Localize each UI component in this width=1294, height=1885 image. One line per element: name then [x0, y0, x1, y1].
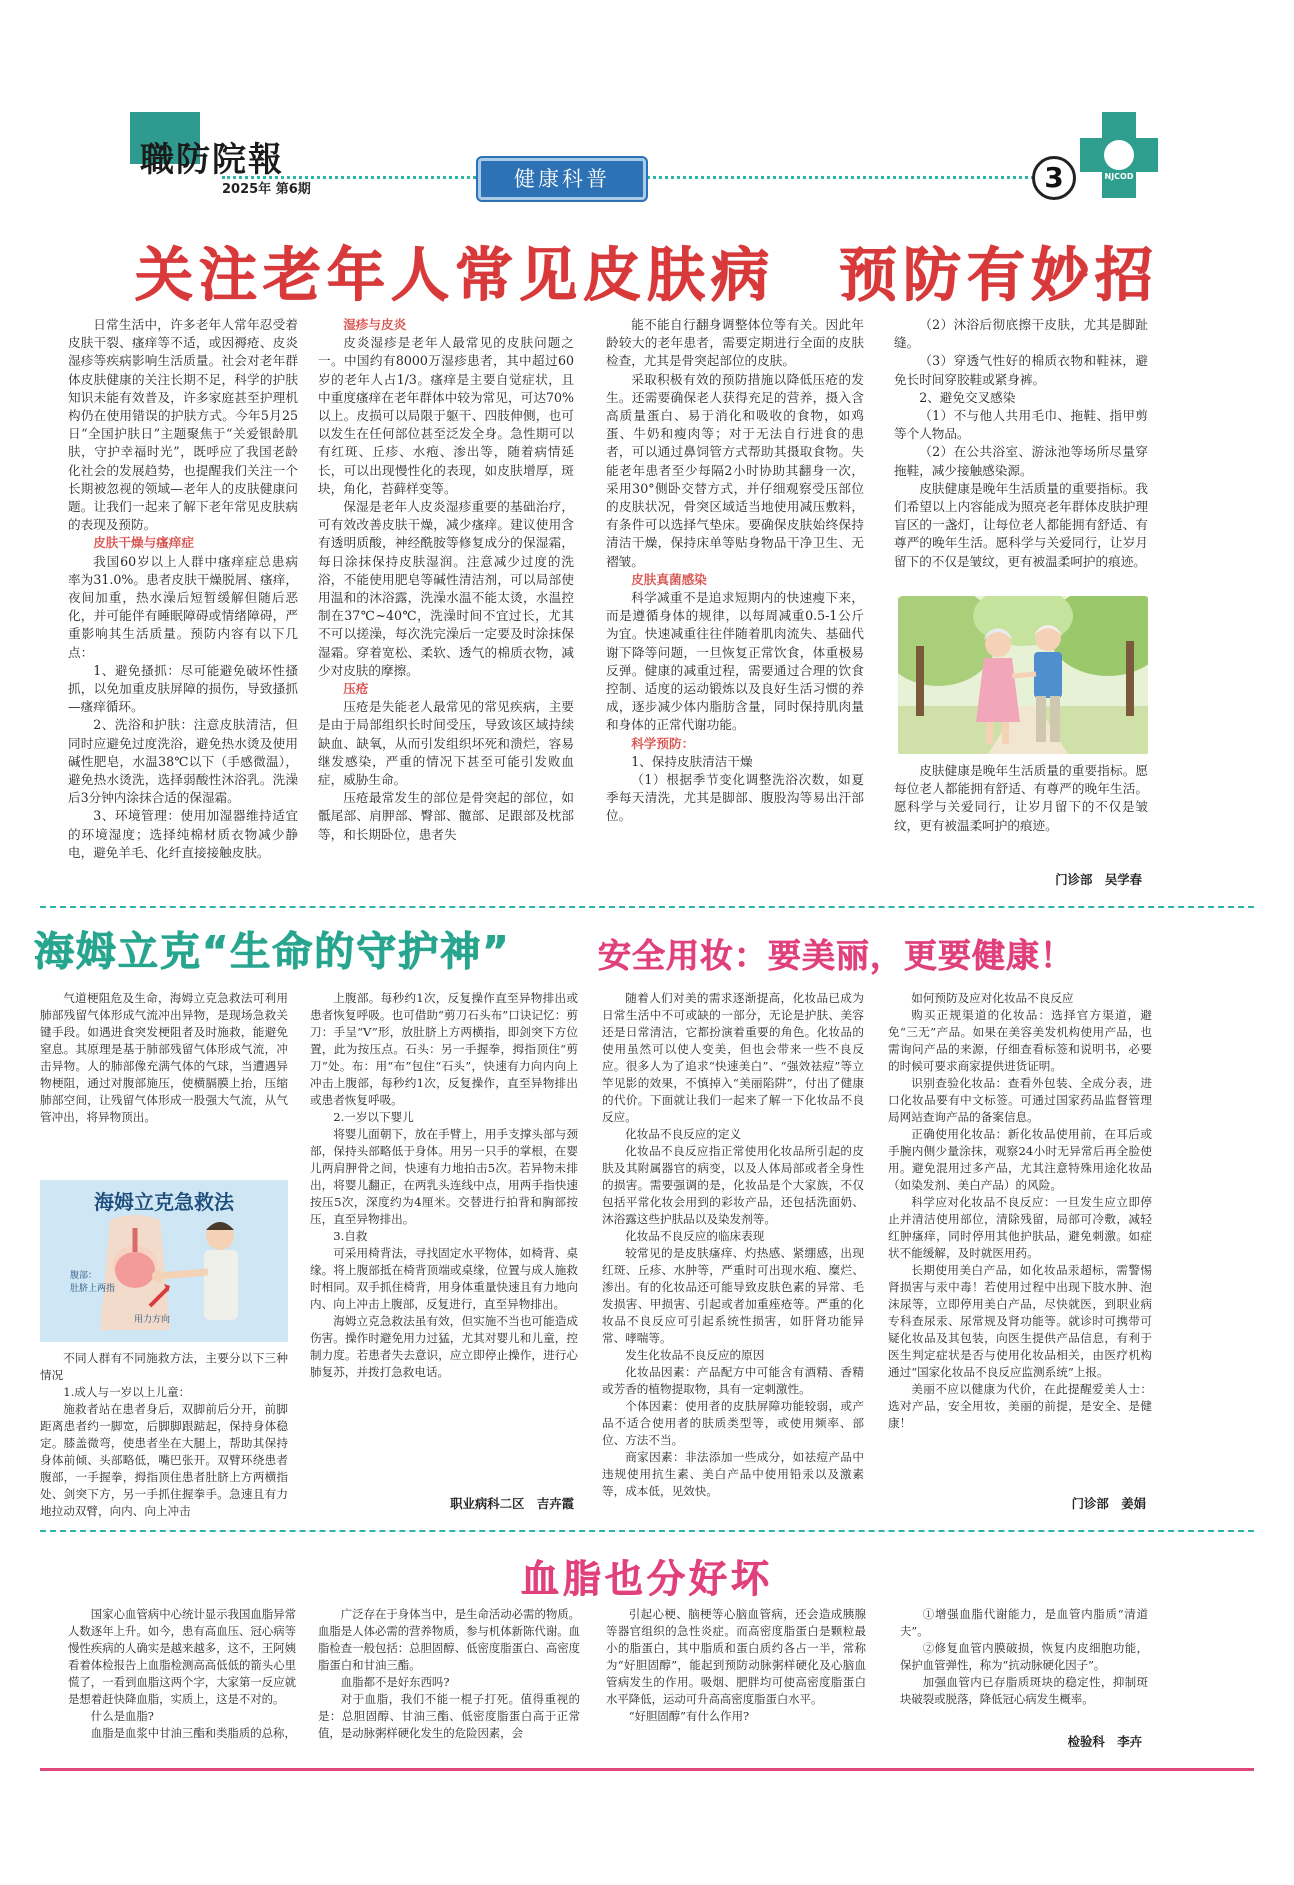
- article4-col4: [900, 1606, 1148, 1710]
- paragraph: 科学减重不是追求短期内的快速瘦下来，而是遵循身体的规律，以每周减重0.5-1公斤为宜。快速减重往往伴随着肌肉流失、基础代谢下降等问题，一旦恢复正常饮食，体重极易反弹。健康的减重过程，需要通过合理的饮食控制、适度的运动锻炼以及良好生活习惯的养成，逐步减少体内脂肪含量，同时保持肌肉量和身体的正常代谢功能。: [606, 590, 864, 733]
- article4-col1: [68, 1606, 296, 1750]
- paragraph: 能不能自行翻身调整体位等有关。因此年龄较大的老年患者，需要定期进行全面的皮肤检查，尤其是骨突起部位的皮肤。: [606, 317, 864, 369]
- paragraph: 化妆品不良反应的临床表现: [625, 1229, 765, 1243]
- subheading: 皮肤干燥与瘙痒症: [93, 535, 194, 551]
- paragraph: 什么是血脂?: [90, 1709, 154, 1723]
- paragraph: 皮肤健康是晚年生活质量的重要指标。我们希望以上内容能成为照亮老年群体皮肤护理盲区的一盏灯，让每位老人都能拥有舒适、有尊严的晚年生活。愿科学与关爱同行，让岁月留下的不仅是皱纹，更有被温柔呵护的痕迹。: [894, 480, 1148, 569]
- paragraph: 国家心血管病中心统计显示我国血脂异常人数逐年上升。如今，患有高血压、冠心病等慢性疾病的人确实是越来越多，这不，王阿姨看着体检报告上血脂检测高高低低的箭头心里慌了，一看到血脂这两个字，大家第一反应就是想着赶快降血脂，实质上，这是不对的。: [68, 1607, 296, 1706]
- paragraph: 皮肤健康是晚年生活质量的重要指标。愿每位老人都能拥有舒适、有尊严的晚年生活。愿科学与关爱同行，让岁月留下的不仅是皱纹，更有被温柔呵护的痕迹。: [894, 763, 1148, 833]
- paragraph: 血脂是血浆中甘油三酯和类脂质的总称，: [90, 1726, 296, 1740]
- paper-name: 職防院報: [140, 140, 284, 180]
- paragraph: 保湿是老年人皮炎湿疹重要的基础治疗，可有效改善皮肤干燥，减少瘙痒。建议使用含有透明质酸，神经酰胺等修复成分的保湿霜，每日涂抹保持皮肤湿润。注意减少过度的洗浴，不能使用肥皂等碱性清洁剂，可以局部使用温和的沐浴露，洗澡水温不能太烫，水温控制在37℃~40℃，洗澡时间不宜过长，尤其不可以搓澡，每次洗完澡后一定要及时涂抹保湿霜。穿着宽松、柔软、透气的棉质衣物，减少对皮肤的摩擦。: [318, 499, 574, 678]
- paragraph: 化妆品因素：产品配方中可能含有酒精、香精或芳香的植物提取物，具有一定刺激性。: [602, 1365, 864, 1396]
- article4-signature: 检验科 李卉: [1067, 1734, 1142, 1749]
- paragraph: （3）穿透气性好的棉质衣物和鞋袜，避免长时间穿胶鞋或紧身裤。: [894, 353, 1148, 387]
- paragraph: 较常见的是皮肤瘙痒、灼热感、紧绷感，出现红斑、丘疹、水肿等，严重时可出现水疱、糜烂、渗出。有的化妆品还可能导致皮肤色素的异常、毛发损害、甲损害、引起或者加重痤疮等。严重的化妆品不良反应可引起系统性损害，如肝肾功能异常、哮喘等。: [602, 1246, 864, 1345]
- divider-2: [40, 1530, 1254, 1532]
- page-number-badge: [1032, 156, 1076, 200]
- paragraph: 日常生活中，许多老年人常年忍受着皮肤干裂、瘙痒等不适，或因褥疮、皮炎湿疹等疾病影响生活质量。社会对老年群体皮肤健康的关注长期不足，科学的护肤知识未能有效普及，许多家庭甚至护理机构仍在使用错误的护肤方式。今年5月25日“全国护肤日”主题聚焦于“关爱银龄肌肤，守护幸福时光”，既呼应了我国老龄化社会的发展趋势，也提醒我们关注一个长期被忽视的领域—老年人的皮肤健康问题。让我们一起来了解下老年常见皮肤病的表现及预防。: [68, 317, 298, 533]
- paragraph: ②修复血管内膜破损，恢复内皮细胞功能，保护血管弹性，称为“抗动脉硬化因子”。: [900, 1641, 1148, 1672]
- footer-rule: [40, 1768, 1254, 1771]
- paragraph: 发生化妆品不良反应的原因: [625, 1348, 765, 1362]
- paragraph: 科学应对化妆品不良反应：一旦发生应立即停止并清洁使用部位，清除残留，局部可冷敷，减轻红肿瘙痒，同时停用其他护肤品，避免刺激。如症状不能缓解，及时就医用药。: [888, 1195, 1152, 1260]
- article4-col3: [606, 1606, 866, 1750]
- divider-1: [40, 906, 1254, 908]
- paragraph: 气道梗阻危及生命，海姆立克急救法可利用肺部残留气体形成气流冲出异物，是现场急救关键手段。如遇进食突发梗阻者及时施救，能避免窒息。其原理是基于肺部残留气体形成气流，冲击异物。人的肺部像充满气体的气球，当遭遇异物梗阻，通过对腹部施压，使横膈膜上抬，压缩肺部空间，让残留气体形成一股强大气流，从气管冲出，将异物顶出。: [40, 991, 288, 1124]
- paragraph: 随着人们对美的需求逐渐提高，化妆品已成为日常生活中不可或缺的一部分，无论是护肤、美容还是日常清洁，它都扮演着重要的角色。化妆品的使用虽然可以使人变美，但也会带来一些不良反应。很多人为了追求“快速美白”、“强效祛痘”等立竿见影的效果，不慎掉入“美丽陷阱”，付出了健康的代价。下面就让我们一起来了解一下化妆品不良反应。: [602, 991, 864, 1124]
- article1-col4-top: [894, 316, 1148, 592]
- article1-signature: 门诊部 吴学春: [1055, 872, 1142, 887]
- heimlich-label-abdomen: 腹部： 肚脐上两指: [70, 1271, 116, 1294]
- article1-col2: [318, 316, 574, 896]
- paragraph: 施救者站在患者身后，双脚前后分开，前脚距离患者约一脚宽，后脚脚跟踮起，保持身体稳定。膝盖微弯，使患者坐在大腿上，帮助其保持身体前倾、头部略低，嘴巴张开。双臂环绕患者腹部，一手握拳，拇指顶住患者肚脐上方两横指处、剑突下方，另一手抓住握拳手。急速且有力地拉动双臂，向内、向上冲击: [40, 1402, 288, 1518]
- heimlich-illustration: [40, 1180, 288, 1342]
- paragraph: 海姆立克急救法虽有效，但实施不当也可能造成伤害。操作时避免用力过猛，尤其对婴儿和儿童，控制力度。若患者失去意识，应立即停止操作，进行心肺复苏，并拨打急救电话。: [310, 1314, 578, 1379]
- paragraph: “好胆固醇”有什么作用?: [628, 1709, 750, 1723]
- hospital-cross-logo: [1080, 112, 1158, 198]
- paragraph: 上腹部。每秒约1次，反复操作直至异物排出或患者恢复呼吸。也可借助“剪刀石头布”口诀记忆：剪刀：手呈“V”形，放肚脐上方两横指，即剑突下方位置，此为按压点。石头：另一手握拳，拇指顶住“剪刀”处。布：用“布”包住“石头”，快速有力向内向上冲击上腹部，每秒约1次，反复操作，直至异物排出或患者恢复呼吸。: [310, 991, 578, 1107]
- article1-col1: [68, 316, 298, 896]
- paragraph: 2.一岁以下婴儿: [333, 1110, 414, 1124]
- paragraph: 血脂都不是好东西吗?: [340, 1675, 450, 1689]
- issue-label: 2025年 第6期: [222, 182, 311, 197]
- paragraph: 将婴儿面朝下，放在手臂上，用手支撑头部与颈部，保持头部略低于身体。用另一只手的掌根，在婴儿两肩胛骨之间，快速有力地拍击5次。若异物未排出，将婴儿翻正，在两乳头连线中点，用两手指快速按压5次，深度约为4厘米。交替进行拍背和胸部按压，直至异物排出。: [310, 1127, 578, 1226]
- paragraph: 3.自救: [333, 1229, 368, 1243]
- subheading: 皮肤真菌感染: [631, 571, 707, 587]
- section-title: 健康科普: [514, 167, 610, 191]
- paragraph: 化妆品不良反应的定义: [625, 1127, 742, 1141]
- article2-col1-top: [40, 990, 288, 1170]
- article2-signature: 职业病科二区 吉卉霞: [450, 1496, 574, 1511]
- paragraph: 商家因素：非法添加一些成分，如祛痘产品中违规使用抗生素、美白产品中使用铅汞以及激素等，成本低，见效快。: [602, 1450, 864, 1498]
- paragraph: 1、避免搔抓：尽可能避免破坏性搔抓，以免加重皮肤屏障的损伤，导致搔抓—瘙痒循环。: [68, 662, 298, 715]
- paragraph: 压疮最常发生的部位是骨突起的部位，如骶尾部、肩胛部、臀部、髋部、足跟部及枕部等，和长期卧位，患者失: [318, 790, 574, 842]
- paragraph: 长期使用美白产品，如化妆品汞超标，需警惕肾损害与汞中毒！若使用过程中出现下肢水肿、泡沫尿等，立即停用美白产品，尽快就医，到职业病专科查尿汞、尿常规及肾功能等。就诊时可携带可疑化妆品及其包装，向医生提供产品信息，有利于医生判定症状是否与使用化妆品相关，由医疗机构通过“国家化妆品不良反应监测系统”上报。: [888, 1263, 1152, 1379]
- paragraph: 引起心梗、脑梗等心脑血管病，还会造成胰腺等器官组织的急性炎症。而高密度脂蛋白是颗粒最小的脂蛋白，其中脂质和蛋白质约各占一半，常称为“好胆固醇”，能起到预防动脉粥样硬化及心脑血管病发生的作用。吸烟、肥胖均可使高密度脂蛋白水平降低，运动可升高高密度脂蛋白水平。: [606, 1607, 866, 1706]
- article1-col4-bottom: [894, 762, 1148, 858]
- paragraph: （2）沐浴后彻底擦干皮肤，尤其是脚趾缝。: [894, 317, 1148, 351]
- paragraph: 皮炎湿疹是老年人最常见的皮肤问题之一。中国约有8000万湿疹患者，其中超过60岁的老年人占1/3。瘙痒是主要自觉症状，且中重度瘙痒在老年群体中较为常见，可达70%以上。皮损可以局限于躯干、四肢伸侧，也可以发生在任何部位甚至泛发全身。急性期可以有红斑、丘疹、水疱、渗出等，随着病情延长，可以出现慢性化的表现，如皮肤增厚，斑块，角化，苔藓样变等。: [318, 335, 574, 496]
- article3-title: 安全用妆：要美丽，更要健康！: [598, 936, 1074, 975]
- subheading: 湿疹与皮炎: [343, 317, 407, 332]
- paragraph: （1）根据季节变化调整洗浴次数，如夏季每天清洗，尤其是脚部、腹股沟等易出汗部位。: [606, 772, 864, 824]
- subheading: 科学预防：: [631, 735, 695, 751]
- page-number: 3: [1044, 161, 1064, 194]
- paragraph: ①增强血脂代谢能力，是血管内脂质“清道夫”。: [900, 1607, 1148, 1638]
- subheading: 压疮: [343, 681, 369, 697]
- article2-col2: [310, 990, 578, 1490]
- article4-title: 血脂也分好坏: [520, 1557, 773, 1601]
- article3-col1: [602, 990, 864, 1500]
- article3-signature: 门诊部 姜娟: [1071, 1496, 1146, 1511]
- logo-text: NJCOD: [1104, 172, 1134, 181]
- elderly-couple-illustration: [898, 596, 1148, 754]
- masthead: [0, 0, 1294, 210]
- paragraph: 可采用椅背法，寻找固定水平物体，如椅背、桌缘。将上腹部抵在椅背顶端或桌缘，位置与成人施救时相同。双手抓住椅背，用身体重量快速且有力地向内、向上冲击上腹部，反复进行，直至异物排出。: [310, 1246, 578, 1311]
- paragraph: 压疮是失能老人最常见的常见疾病，主要是由于局部组织长时间受压，导致该区域持续缺血、缺氧，从而引发组织坏死和溃烂，容易继发感染，严重的情况下甚至可能引发败血症，威胁生命。: [318, 699, 574, 788]
- paragraph: （1）不与他人共用毛巾、拖鞋、指甲剪等个人物品。: [894, 408, 1148, 442]
- paragraph: 3、环境管理：使用加湿器维持适宜的环境湿度；选择纯棉材质衣物减少静电，避免羊毛、化纤直接接触皮肤。: [68, 808, 298, 860]
- paragraph: （2）在公共浴室、游泳池等场所尽量穿拖鞋，减少接触感染源。: [894, 444, 1148, 478]
- paragraph: 个体因素：使用者的皮肤屏障功能较弱，或产品不适合使用者的肤质类型等，或使用频率、部位、方法不当。: [602, 1399, 864, 1447]
- paragraph: 化妆品不良反应指正常使用化妆品所引起的皮肤及其附属器官的病变，以及人体局部或者全身性的损害。需要强调的是，化妆品是个大家族，不仅包括平常化妆会用到的彩妆产品，还包括洗面奶、沐浴露这些护肤品以及染发剂等。: [602, 1144, 864, 1226]
- paragraph: 2、洗浴和护肤：注意皮肤清洁，但同时应避免过度洗浴，避免热水烫及使用碱性肥皂，水温38℃以下（手感微温），避免热水烫洗，选择弱酸性沐浴乳。洗澡后3分钟内涂抹合适的保湿霜。: [68, 717, 298, 806]
- paragraph: 识别查验化妆品：查看外包装、全成分表，进口化妆品要有中文标签。可通过国家药品监督管理局网站查询产品的备案信息。: [888, 1076, 1152, 1124]
- paragraph: 1、保持皮肤清洁干燥: [631, 753, 753, 769]
- paragraph: 购买正规渠道的化妆品：选择官方渠道，避免“三无”产品。如果在美容美发机构使用产品，也需询问产品的来源，仔细查看标签和说明书，必要的时候可要求商家提供进货证明。: [888, 1008, 1152, 1073]
- paragraph: 不同人群有不同施救方法，主要分以下三种情况: [40, 1351, 288, 1382]
- article2-title: 海姆立克“生命的守护神”: [34, 929, 511, 975]
- article2-col1-bottom: [40, 1350, 288, 1524]
- article1-title: 关注老年人常见皮肤病 预防有妙招: [134, 241, 1159, 309]
- heimlich-label-direction: 用力方向: [134, 1315, 171, 1325]
- paragraph: 1.成人与一岁以上儿童：: [63, 1385, 191, 1399]
- heimlich-image-title: 海姆立克急救法: [94, 1190, 234, 1214]
- section-tab: [478, 158, 646, 200]
- paragraph: 如何预防及应对化妆品不良反应: [911, 991, 1074, 1005]
- article1-col3: [606, 316, 864, 896]
- paragraph: 2、避免交叉感染: [919, 389, 1016, 405]
- paragraph: 广泛存在于身体当中，是生命活动必需的物质。血脂是人体必需的营养物质，参与机体新陈代谢。血脂检查一般包括：总胆固醇、低密度脂蛋白、高密度脂蛋白和甘油三酯。: [318, 1607, 580, 1672]
- paragraph: 采取积极有效的预防措施以降低压疮的发生。还需要确保老人获得充足的营养，摄入含高质量蛋白、易于消化和吸收的食物，如鸡蛋、牛奶和瘦肉等；对于无法自行进食的患者，可以通过鼻饲管方式帮助其摄取食物。失能老年患者至少每隔2小时协助其翻身一次，采用30°侧卧交替方式，并仔细观察受压部位的皮肤状况，骨突区域适当地使用减压敷料，有条件可以选择气垫床。要确保皮肤始终保持清洁干燥，保持床单等贴身物品干净卫生、无褶皱。: [606, 371, 864, 569]
- paragraph: 加强血管内已存脂质斑块的稳定性，抑制斑块破裂或脱落，降低冠心病发生概率。: [900, 1675, 1148, 1706]
- paragraph: 我国60岁以上人群中瘙痒症总患病率为31.0%。患者皮肤干燥脱屑、瘙痒，夜间加重，热水澡后短暂缓解但随后恶化，并可能伴有睡眠障碍或情绪障碍，严重影响其生活质量。预防内容有以下几点：: [68, 553, 298, 660]
- paragraph: 正确使用化妆品：新化妆品使用前，在耳后或手腕内侧少量涂抹，观察24小时无异常后再全脸使用。避免混用过多产品，尤其注意特殊用途化妆品（如染发剂、美白产品）的风险。: [888, 1127, 1152, 1192]
- article4-col2: [318, 1606, 580, 1750]
- paragraph: 美丽不应以健康为代价，在此提醒爱美人士：选对产品，安全用妆，美丽的前提，是安全、是健康！: [888, 1382, 1152, 1430]
- article3-col2: [888, 990, 1152, 1490]
- paragraph: 对于血脂，我们不能一棍子打死。值得重视的是：总胆固醇、甘油三酯、低密度脂蛋白高于正常值，是动脉粥样硬化发生的危险因素，会: [318, 1692, 580, 1740]
